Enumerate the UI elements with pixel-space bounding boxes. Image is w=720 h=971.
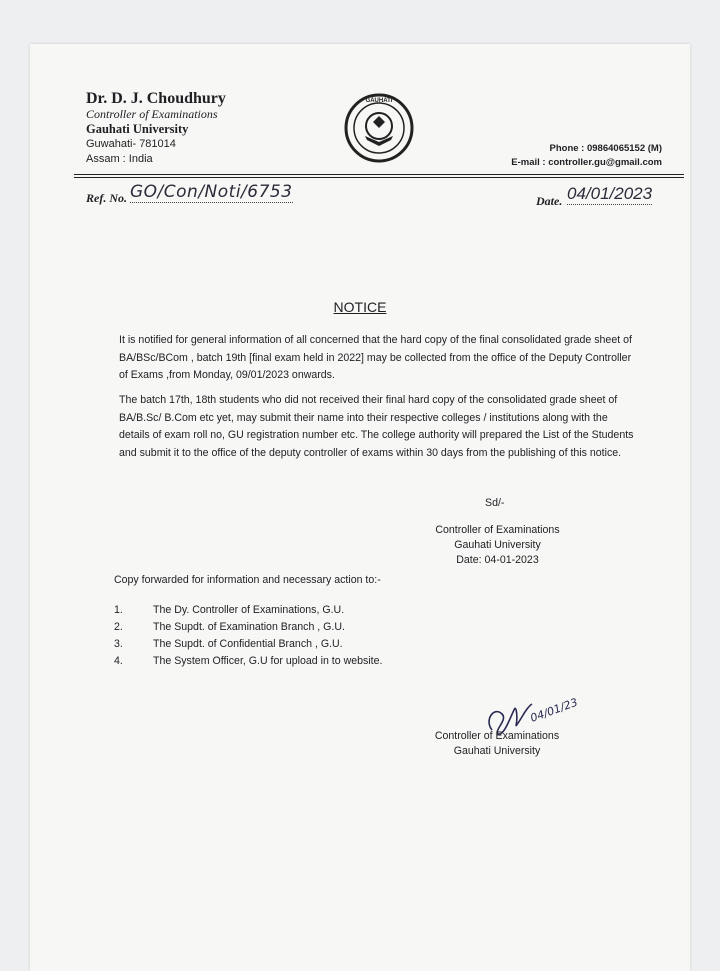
list-item-number: 4. [114,655,123,667]
final-signature-university: Gauhati University [453,745,541,757]
list-item [114,636,382,653]
date-label: Date. [536,194,563,208]
list-item-number: 1. [114,604,123,616]
list-item-number: 3. [114,638,123,650]
letterhead-phone: Phone : 09864065152 (M) [549,143,662,154]
list-item-text: The Dy. Controller of Examinations, G.U. [153,604,345,616]
letterhead-email: E-mail : controller.gu@gmail.com [511,157,662,168]
document-page [30,44,690,971]
letterhead-divider-thin [74,177,684,178]
letterhead-name: Dr. D. J. Choudhury [86,90,226,107]
list-item-text: The Supdt. of Examination Branch , G.U. [153,621,345,633]
letterhead-divider [74,174,684,175]
letterhead-address-line2: Assam : India [86,153,153,165]
svg-text:04/01/23: 04/01/23 [528,696,580,725]
ref-number: GO/Con/Noti/6753 [130,182,293,202]
letterhead-title: Controller of Examinations [86,107,218,121]
copy-forwarded-list [114,602,382,670]
list-item [114,653,382,670]
letterhead-address-line1: Guwahati- 781014 [86,138,176,150]
date-value: 04/01/2023 [567,184,653,203]
university-seal-icon [343,92,415,164]
notice-paragraph-1: It is notified for general information of all concerned that the hard copy of the final consolidated grade sheet of BA/BSc/BCom , batch 19th [final exam held in 2022] may be collected from the office of the Deputy Controller of Exams ,from Monday, 09/01/2023 onwards. [119,334,632,381]
final-signature-block [422,729,572,759]
copy-forwarded-intro: Copy forwarded for information and necessary action to:- [114,574,381,586]
notice-heading: NOTICE [333,299,387,315]
list-item-text: The Supdt. of Confidential Branch , G.U. [153,638,343,650]
ref-label: Ref. No. [86,191,127,205]
signoff-university: Gauhati University [454,539,541,551]
final-signature-title: Controller of Examinations [434,730,560,742]
signoff-block [425,523,570,568]
list-item-number: 2. [114,621,123,633]
sd-mark: Sd/- [485,497,505,509]
list-item [114,619,382,636]
list-item [114,602,382,619]
letterhead-university: Gauhati University [86,122,189,136]
signoff-date: Date: 04-01-2023 [456,554,539,566]
svg-text:GAUHATI: GAUHATI [365,98,393,104]
notice-paragraph-2: The batch 17th, 18th students who did not received their final hard copy of the consolidated grade sheet of BA/B.Sc/ B.Com etc yet, may submit their name into their respective colleges / institutions along with the details of exam roll no, GU registration number etc. The college authority will prepared the List of the Students and submit it to the office of the deputy controller of exams within 30 days from the publishing of this notice. [119,394,634,459]
list-item-text: The System Officer, G.U for upload in to website. [153,655,383,667]
signoff-title: Controller of Examinations [435,524,560,536]
